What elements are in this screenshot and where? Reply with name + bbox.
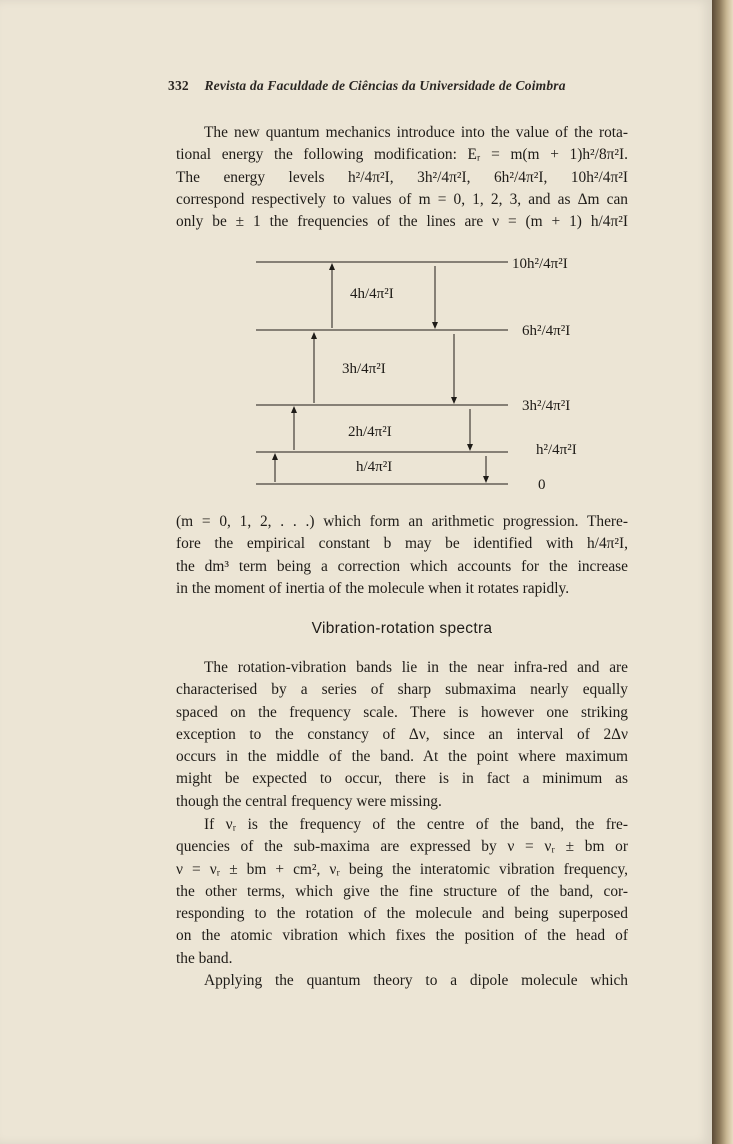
paragraph-progression	[176, 511, 628, 600]
text-line: in the moment of inertia of the molecule when it rotates rapidly.	[176, 579, 570, 597]
text-line: If νᵣ is the frequency of the centre of the band, the fre-	[204, 816, 628, 833]
text-line: The new quantum mechanics introduce into the value of the rota-	[204, 124, 628, 141]
energy-level-diagram	[0, 0, 712, 520]
level-label: h²/4π²I	[536, 442, 577, 458]
text-line: responding to the rotation of the molecule and being superposed	[176, 905, 628, 923]
paragraph-quantum-theory	[176, 970, 628, 992]
text-line: Applying the quantum theory to a dipole molecule which	[204, 972, 628, 989]
level-label: 3h²/4π²I	[522, 398, 571, 414]
text-line: ν = νᵣ ± bm + cm², νᵣ being the interatomic vibration frequency,	[176, 860, 628, 878]
text-line: spaced on the frequency scale. There is however one striking	[176, 703, 628, 721]
text-line: the other terms, which give the fine structure of the band, cor-	[176, 882, 628, 900]
text-line: (m = 0, 1, 2, . . .) which form an arithmetic progression. There-	[176, 513, 628, 530]
level-label: 6h²/4π²I	[522, 323, 571, 339]
text-line: though the central frequency were missing.	[176, 792, 442, 810]
transition-label: 2h/4π²I	[348, 424, 392, 440]
text-line: The rotation-vibration bands lie in the near infra-red and are	[204, 659, 628, 676]
text-line: on the atomic vibration which fixes the position of the head of	[176, 927, 628, 945]
journal-title: Revista da Faculdade de Ciências da Universidade de Coimbra	[204, 78, 566, 93]
transition-label: h/4π²I	[356, 459, 393, 475]
transition-label: 4h/4π²I	[350, 286, 394, 302]
level-label: 0	[538, 477, 546, 493]
transition-label: 3h/4π²I	[342, 361, 386, 377]
text-line: tional energy the following modification: Eᵣ = m(m + 1)h²/8π²I.	[176, 146, 628, 164]
text-line: quencies of the sub-maxima are expressed by ν = νᵣ ± bm or	[176, 838, 628, 856]
text-line: only be ± 1 the frequencies of the lines are ν = (m + 1) h/4π²I	[176, 213, 628, 231]
text-line: might be expected to occur, there is in fact a minimum as	[176, 770, 628, 788]
paragraph-bands	[176, 657, 628, 813]
text-line: occurs in the middle of the band. At the point where maximum	[176, 748, 628, 766]
text-line: fore the empirical constant b may be identified with h/4π²I,	[176, 535, 628, 553]
level-label: 10h²/4π²I	[512, 256, 568, 272]
text-line: characterised by a series of sharp submaxima nearly equally	[176, 681, 628, 699]
text-line: exception to the constancy of Δν, since an interval of 2Δν	[176, 725, 628, 743]
text-line: correspond respectively to values of m = 0, 1, 2, 3, and as Δm can	[176, 190, 628, 208]
book-spine	[712, 0, 733, 1144]
page-number: 332	[168, 78, 189, 93]
text-line: the band.	[176, 949, 233, 967]
paragraph-frequencies	[176, 814, 628, 970]
text-line: The energy levels h²/4π²I, 3h²/4π²I, 6h²/4π²I, 10h²/4π²I	[176, 168, 628, 186]
text-line: the dm³ term being a correction which accounts for the increase	[176, 557, 628, 575]
section-heading: Vibration-rotation spectra	[311, 620, 493, 637]
